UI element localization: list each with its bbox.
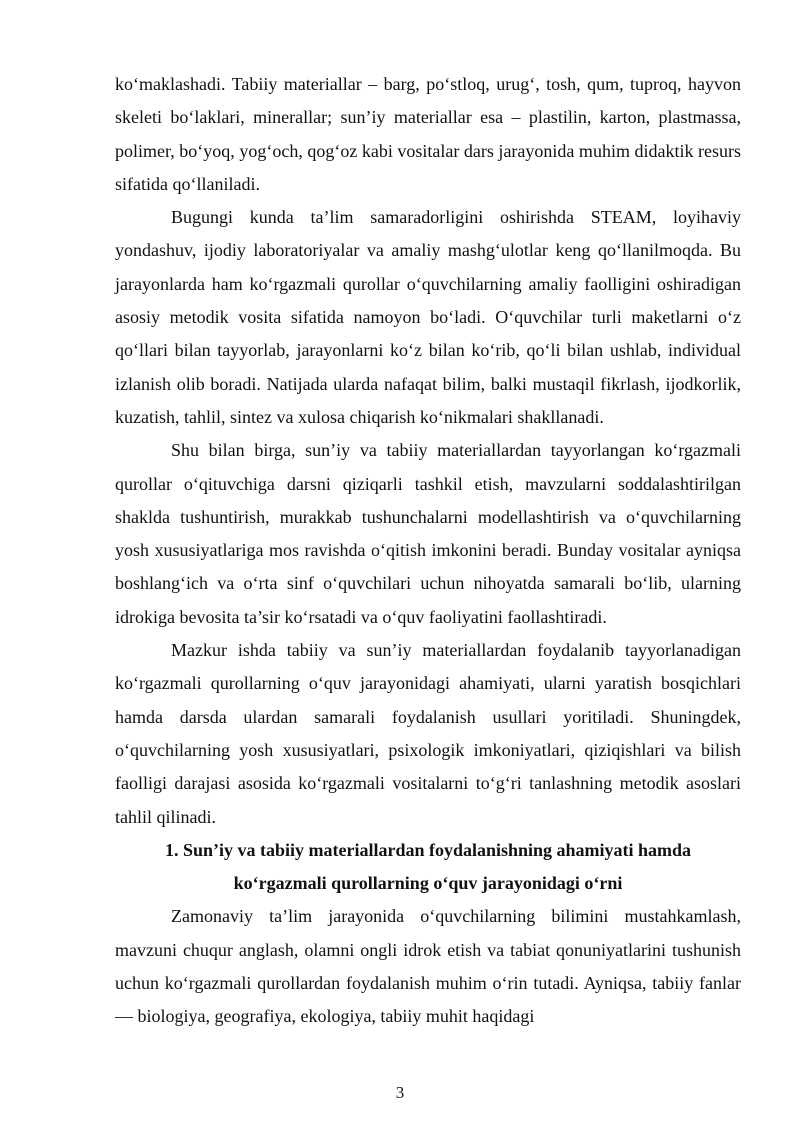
paragraph-1: ko‘maklashadi. Tabiiy materiallar – barg, po‘stloq, urug‘, tosh, qum, tuproq, hayvon skeleti bo‘laklari, minerallar; sun’iy materiallar esa – plastilin, karton, plastmassa, polimer, bo‘yoq, yog‘och, qog‘oz kabi vositalar dars jarayonida muhim didaktik resurs sifatida qo‘llaniladi.	[115, 74, 741, 194]
section-heading-line-2: ko‘rgazmali qurollarning o‘quv jarayonidagi o‘rni	[233, 873, 623, 894]
paragraph-5: Zamonaviy ta’lim jarayonida o‘quvchilarning bilimini mustahkamlash, mavzuni chuqur anglash, olamni ongli idrok etish va tabiat qonuniyatlarini tushunish uchun ko‘rgazmali qurollardan foydalanish muhim o‘rin tutadi. Ayniqsa, tabiiy fanlar — biologiya, geografiya, ekologiya, tabiiy muhit haqidagi	[115, 906, 741, 1027]
paragraph-4: Mazkur ishda tabiiy va sun’iy materiallardan foydalanib tayyorlanadigan ko‘rgazmali qurollarning o‘quv jarayonidagi ahamiyati, ularni yaratish bosqichlari hamda darsda ulardan samarali foydalanish usullari yoritiladi. Shuningdek, o‘quvchilarning yosh xususiyatlari, psixologik imkoniyatlari, qiziqishlari va bilish faolligi darajasi asosida ko‘rgazmali vositalarni to‘g‘ri tanlashning metodik asoslari tahlil qilinadi.	[115, 640, 741, 827]
page-number: 3	[395, 1083, 405, 1102]
document-page	[115, 68, 741, 1034]
section-heading	[115, 834, 741, 901]
section-heading-line-1: 1. Sun’iy va tabiiy materiallardan foydalanishning ahamiyati hamda	[164, 839, 692, 860]
paragraph-3: Shu bilan birga, sun’iy va tabiiy materiallardan tayyorlangan ko‘rgazmali qurollar o‘qituvchiga darsni qiziqarli tashkil etish, mavzularni soddalashtirilgan shaklda tushuntirish, murakkab tushunchalarni modellashtirish va o‘quvchilarning yosh xususiyatlariga mos ravishda o‘qitish imkonini beradi. Bunday vositalar ayniqsa boshlang‘ich va o‘rta sinf o‘quvchilari uchun nihoyatda samarali bo‘lib, ularning idrokiga bevosita ta’sir ko‘rsatadi va o‘quv faoliyatini faollashtiradi.	[115, 440, 741, 627]
paragraph-2: Bugungi kunda ta’lim samaradorligini oshirishda STEAM, loyihaviy yondashuv, ijodiy laboratoriyalar va amaliy mashg‘ulotlar keng qo‘llanilmoqda. Bu jarayonlarda ham ko‘rgazmali qurollar o‘quvchilarning amaliy faolligini oshiradigan asosiy metodik vosita sifatida namoyon bo‘ladi. O‘quvchilar turli maketlarni o‘z qo‘llari bilan tayyorlab, jarayonlarni ko‘z bilan ko‘rib, qo‘li bilan ushlab, individual izlanish olib boradi. Natijada ularda nafaqat bilim, balki mustaqil fikrlash, ijodkorlik, kuzatish, tahlil, sintez va xulosa chiqarish ko‘nikmalari shakllanadi.	[115, 207, 741, 427]
